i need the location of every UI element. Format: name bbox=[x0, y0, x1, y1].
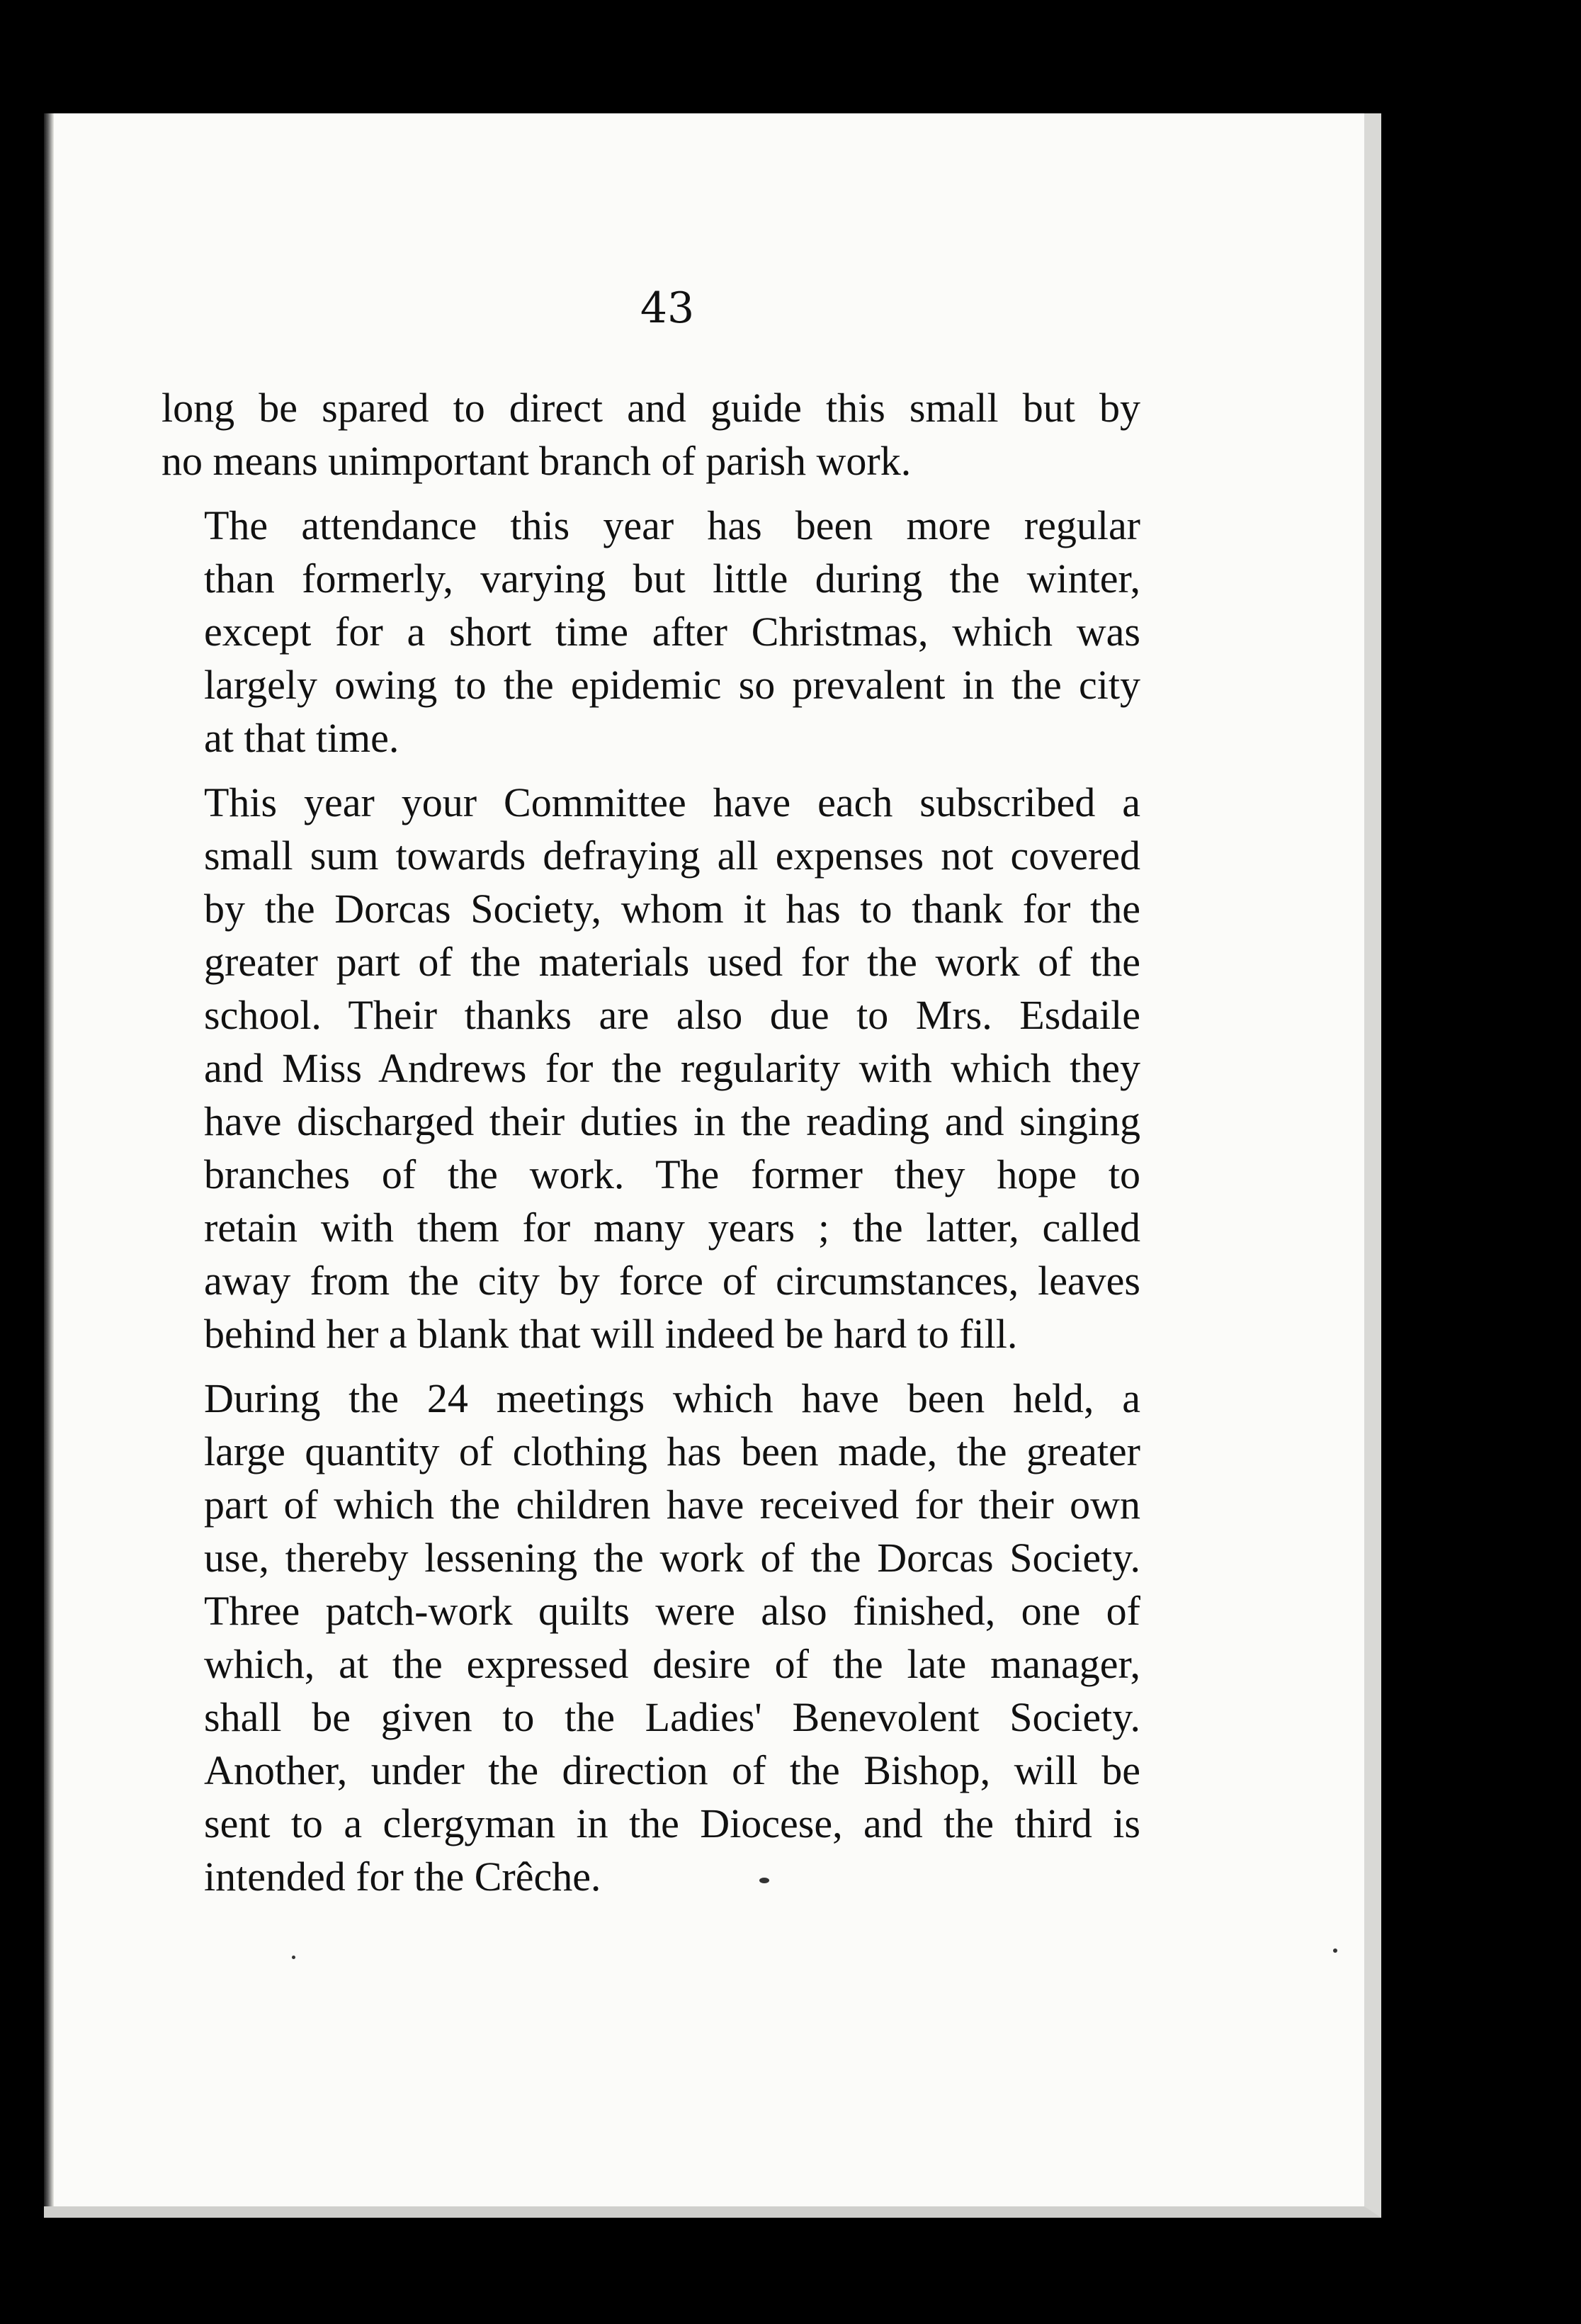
ink-speck bbox=[1333, 1948, 1337, 1953]
text-line: have discharged their duties in the reading and singing bbox=[204, 1098, 1140, 1144]
ink-speck bbox=[759, 1878, 769, 1883]
text-line: by the Dorcas Society, whom it has to thank for the bbox=[204, 886, 1140, 932]
text-line: behind her a blank that will indeed be hard to fill. bbox=[204, 1311, 1018, 1357]
text-line: The attendance this year has been more regular bbox=[204, 502, 1140, 548]
book-page bbox=[44, 113, 1381, 2218]
text-line: and Miss Andrews for the regularity with which they bbox=[204, 1045, 1140, 1091]
paragraph bbox=[162, 1372, 1140, 1903]
paragraph bbox=[162, 776, 1140, 1360]
body-text bbox=[162, 381, 1140, 1914]
page-gutter-shadow bbox=[44, 113, 54, 2206]
text-line: During the 24 meetings which have been held, a bbox=[204, 1375, 1140, 1421]
text-line: sent to a clergyman in the Diocese, and the third is bbox=[204, 1800, 1140, 1846]
text-line: large quantity of clothing has been made, the greater bbox=[204, 1428, 1140, 1474]
page-number: 43 bbox=[640, 283, 695, 333]
text-line: use, thereby lessening the work of the Dorcas Society. bbox=[204, 1535, 1140, 1581]
text-line: than formerly, varying but little during the winter, bbox=[204, 555, 1140, 602]
text-line: small sum towards defraying all expenses not covered bbox=[204, 833, 1140, 879]
text-line: except for a short time after Christmas, which was bbox=[204, 609, 1140, 655]
text-line: This year your Committee have each subscribed a bbox=[204, 779, 1140, 825]
text-line: at that time. bbox=[204, 715, 400, 761]
text-line: greater part of the materials used for the work of the bbox=[204, 939, 1140, 985]
text-line: school. Their thanks are also due to Mrs. Esdaile bbox=[204, 992, 1140, 1038]
paragraph bbox=[162, 381, 1140, 487]
text-line: part of which the children have received for their own bbox=[204, 1482, 1140, 1528]
text-line: no means unimportant branch of parish work. bbox=[162, 438, 912, 484]
text-line: which, at the expressed desire of the late manager, bbox=[204, 1641, 1140, 1687]
text-line: largely owing to the epidemic so prevalent in the city bbox=[204, 662, 1140, 708]
text-line: away from the city by force of circumstances, leaves bbox=[204, 1258, 1140, 1304]
paragraph bbox=[162, 499, 1140, 765]
text-line: intended for the Crêche. bbox=[204, 1854, 601, 1900]
text-line: branches of the work. The former they hope to bbox=[204, 1151, 1140, 1197]
text-line: shall be given to the Ladies' Benevolent Society. bbox=[204, 1694, 1140, 1740]
text-line: Three patch-work quilts were also finished, one of bbox=[204, 1588, 1140, 1634]
text-line: retain with them for many years ; the latter, called bbox=[204, 1205, 1140, 1251]
text-line: Another, under the direction of the Bishop, will be bbox=[204, 1747, 1140, 1793]
text-line: long be spared to direct and guide this small but by bbox=[162, 385, 1140, 431]
ink-speck bbox=[292, 1956, 295, 1959]
